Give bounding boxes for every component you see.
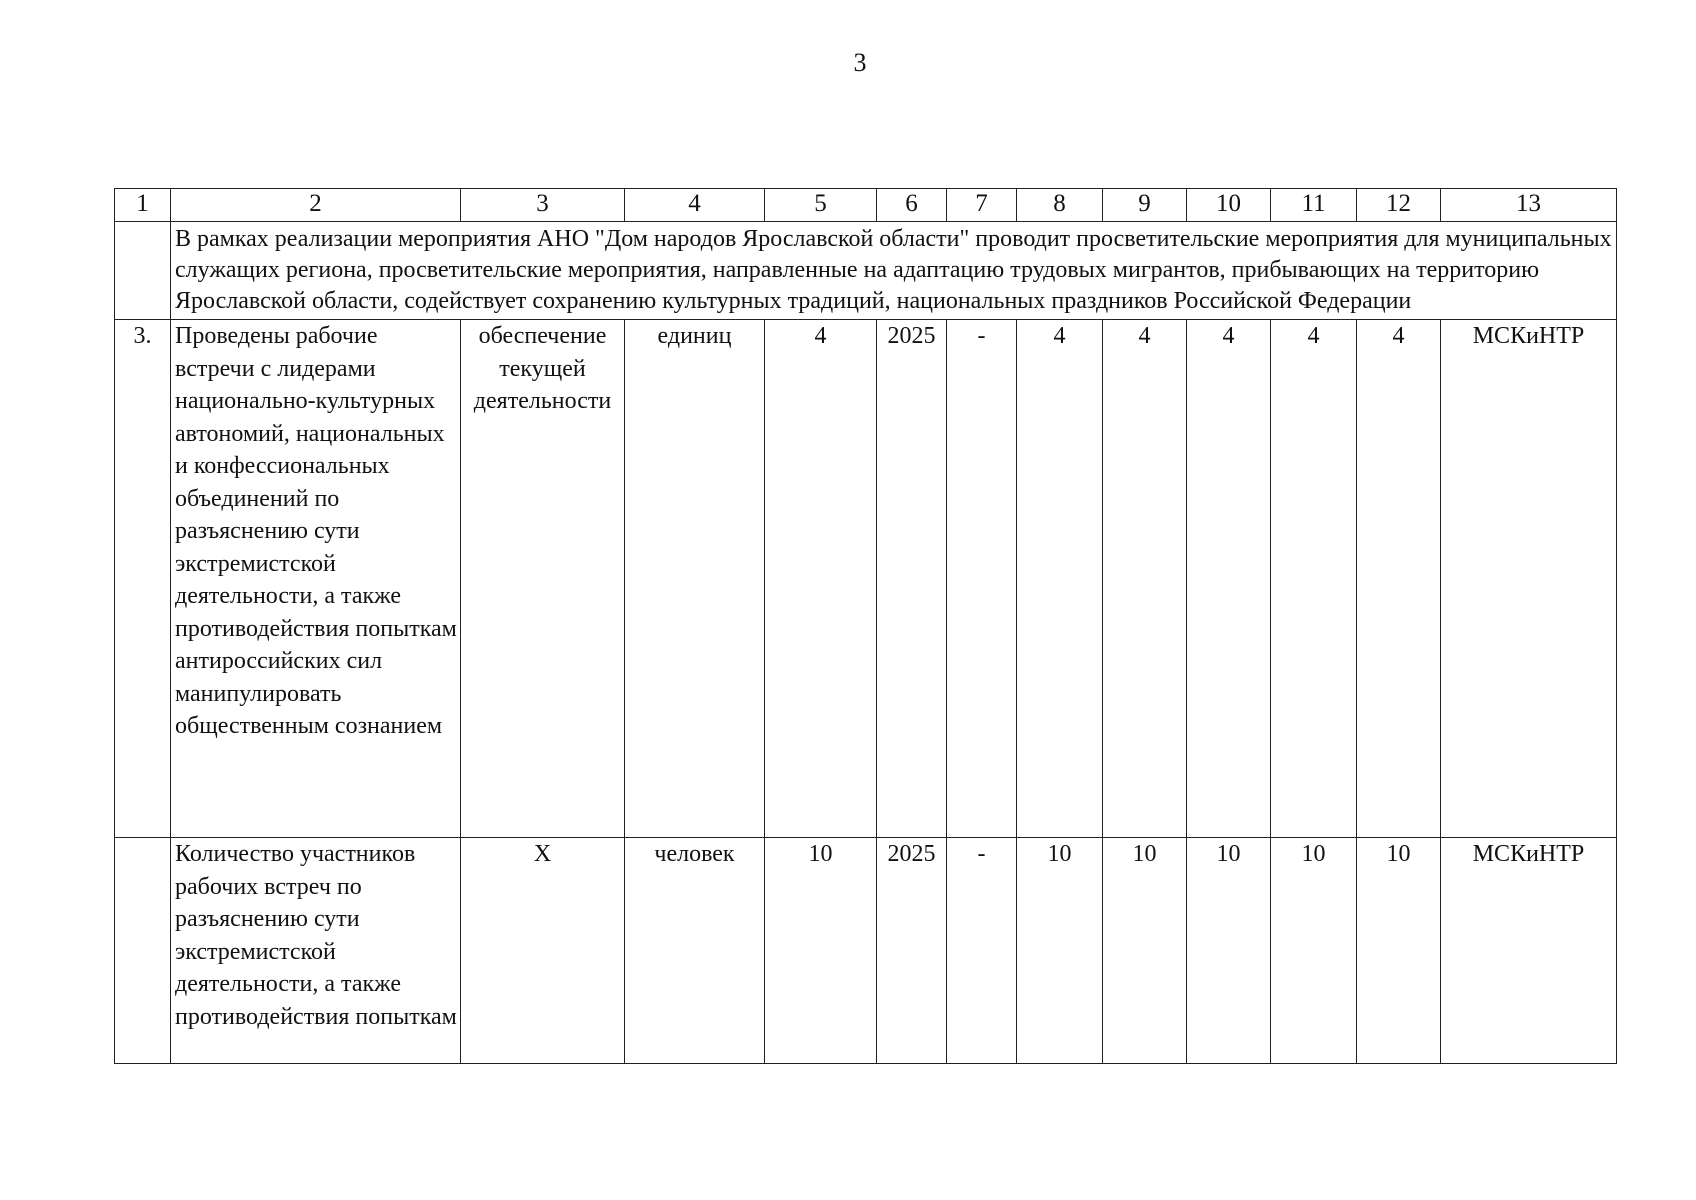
section-empty-cell bbox=[115, 222, 171, 320]
header-cell: 12 bbox=[1357, 189, 1441, 222]
base-value: 10 bbox=[765, 838, 877, 1064]
value-col12: 4 bbox=[1357, 320, 1441, 838]
header-cell: 5 bbox=[765, 189, 877, 222]
section-description: В рамках реализации мероприятия АНО "Дом народов Ярославской области" проводит просветительские мероприятия для муниципальных служащих региона, просветительские мероприятия, направленные на адаптацию трудовых мигрантов, прибывающих на территорию Ярославской области, содействует сохранению культурных традиций, национальных праздников Российской Федерации bbox=[171, 222, 1617, 320]
section-row bbox=[115, 222, 1617, 320]
table-row bbox=[115, 320, 1617, 838]
value-col8: 10 bbox=[1017, 838, 1103, 1064]
indicator-name: Проведены рабочие встречи с лидерами национально-культурных автономий, национальных и конфессиональных объединений по разъяснению сути экстремистской деятельности, а также противодействия попыткам антироссийских сил манипулировать общественным сознанием bbox=[171, 320, 461, 838]
table-row bbox=[115, 838, 1617, 1064]
row-number bbox=[115, 838, 171, 1064]
base-year: 2025 bbox=[877, 838, 947, 1064]
page-number: 3 bbox=[853, 48, 867, 77]
header-cell: 8 bbox=[1017, 189, 1103, 222]
unit: единиц bbox=[625, 320, 765, 838]
header-cell: 11 bbox=[1271, 189, 1357, 222]
header-cell: 10 bbox=[1187, 189, 1271, 222]
indicator-name: Количество участников рабочих встреч по разъяснению сути экстремистской деятельности, а также противодействия попыткам bbox=[171, 838, 461, 1064]
value-col7: - bbox=[947, 838, 1017, 1064]
base-value: 4 bbox=[765, 320, 877, 838]
value-col11: 4 bbox=[1271, 320, 1357, 838]
value-col9: 4 bbox=[1103, 320, 1187, 838]
value-col8: 4 bbox=[1017, 320, 1103, 838]
header-cell: 4 bbox=[625, 189, 765, 222]
value-col7: - bbox=[947, 320, 1017, 838]
value-col10: 10 bbox=[1187, 838, 1271, 1064]
responsible: МСКиНТР bbox=[1441, 320, 1617, 838]
unit: человек bbox=[625, 838, 765, 1064]
value-col10: 4 bbox=[1187, 320, 1271, 838]
indicators-table bbox=[114, 188, 1617, 1064]
indicator-type: обеспечение текущей деятельности bbox=[461, 320, 625, 838]
table-header-row bbox=[115, 189, 1617, 222]
responsible: МСКиНТР bbox=[1441, 838, 1617, 1064]
header-cell: 9 bbox=[1103, 189, 1187, 222]
row-number: 3. bbox=[115, 320, 171, 838]
header-cell: 1 bbox=[115, 189, 171, 222]
header-cell: 3 bbox=[461, 189, 625, 222]
header-cell: 7 bbox=[947, 189, 1017, 222]
value-col12: 10 bbox=[1357, 838, 1441, 1064]
header-cell: 2 bbox=[171, 189, 461, 222]
indicator-type: Х bbox=[461, 838, 625, 1064]
header-cell: 6 bbox=[877, 189, 947, 222]
value-col11: 10 bbox=[1271, 838, 1357, 1064]
base-year: 2025 bbox=[877, 320, 947, 838]
header-cell: 13 bbox=[1441, 189, 1617, 222]
value-col9: 10 bbox=[1103, 838, 1187, 1064]
